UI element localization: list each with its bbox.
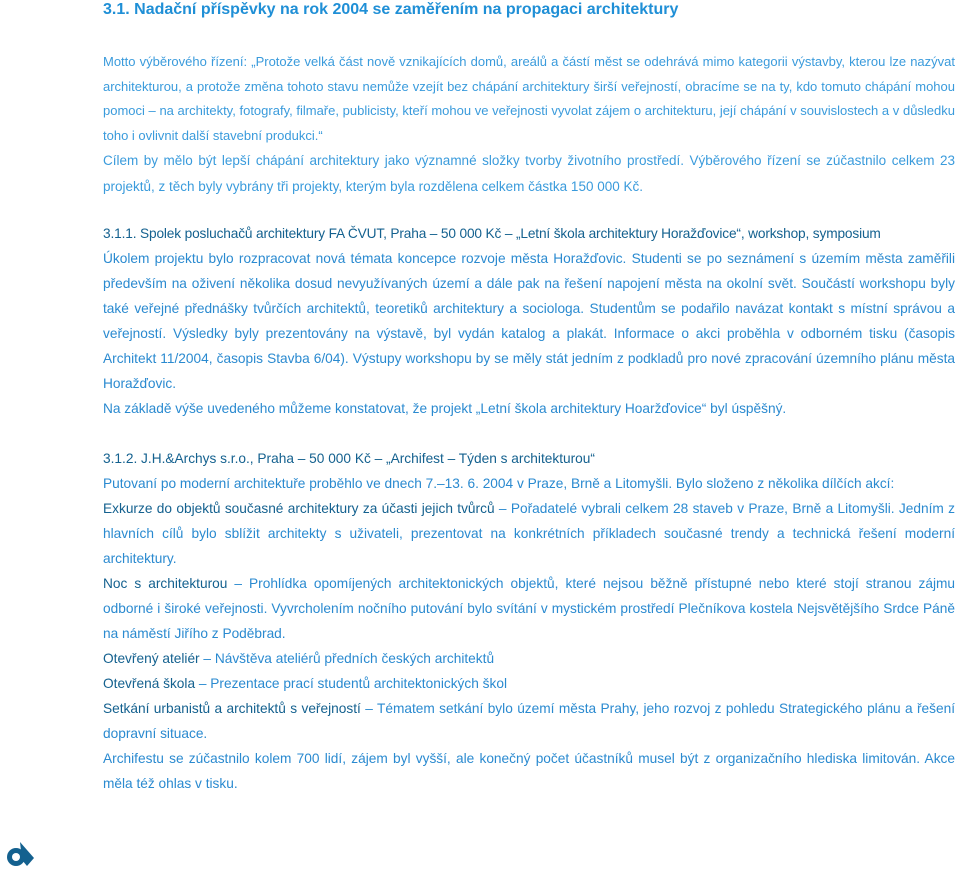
project-2-section xyxy=(103,446,955,796)
project-1-body: Úkolem projektu bylo rozpracovat nová témata koncepce rozvoje města Horažďovic. Studenti se po seznámení s územím města zaměřili především na oživení několika dosud nevyužívaných území a dále pak na řešení napojení města na okolní svět. Součástí workshopu byly také veřejné přednášky tvůrčích architektů, teoretiků architektury a sociologa. Studentům se podařilo navázat kontakt s místní správou a veřejností. Výsledky byly prezentovány na výstavě, byl vydán katalog a plakát. Informace o akci proběhla v odborném tisku (časopis Architekt 11/2004, časopis Stavba 6/04). Výstupy workshopu by se měly stát jedním z podkladů pro nové zpracování územního plánu města Horažďovic. xyxy=(103,251,955,391)
project-1-title: 3.1.1. Spolek posluchačů architektury FA ČVUT, Praha – 50 000 Kč – „Letní škola architektury Horažďovice“, workshop, symposium xyxy=(103,226,881,241)
project-1-conclusion: Na základě výše uvedeného můžeme konstatovat, že projekt „Letní škola architektury Hoaržďovice“ byl úspěšný. xyxy=(103,401,787,416)
project-2-item xyxy=(103,671,955,696)
project-2-title: 3.1.2. J.H.&Archys s.r.o., Praha – 50 000 Kč – „Archifest – Týden s architekturou“ xyxy=(103,451,595,466)
project-2-intro: Putovaní po moderní architektuře proběhlo ve dnech 7.–13. 6. 2004 v Praze, Brně a Litomyšli. Bylo složeno z několika dílčích akcí: xyxy=(103,476,895,491)
item-name: Otevřený ateliér xyxy=(103,651,200,666)
item-name: Exkurze do objektů současné architektury za účasti jejich tvůrců xyxy=(103,501,495,516)
item-text: – Prohlídka opomíjených architektonických objektů, které nejsou běžně přístupné nebo které stojí stranou zájmu odborné i široké veřejnosti. Vyvrcholením nočního putování bylo svítání v mystickém prostředí Plečníkova kostela Nejsvětějšího Srdce Páně na náměstí Jiřího z Poděbrad. xyxy=(103,576,955,641)
publisher-logo-icon xyxy=(4,836,38,870)
project-2-item xyxy=(103,496,955,571)
project-2-closing: Archifestu se zúčastnilo kolem 700 lidí, zájem byl vyšší, ale konečný počet účastníků musel být z organizačního hlediska limitován. Akce měla též ohlas v tisku. xyxy=(103,751,955,791)
section-heading: 3.1. Nadační příspěvky na rok 2004 se zaměřením na propagaci architektury xyxy=(103,1,679,18)
item-text: – Prezentace prací studentů architektonických škol xyxy=(195,676,507,691)
project-1-section xyxy=(103,221,955,421)
project-2-item xyxy=(103,696,955,746)
project-2-item xyxy=(103,571,955,646)
goal-paragraph: Cílem by mělo být lepší chápání architektury jako významné složky tvorby životního prostředí. Výběrového řízení se zúčastnilo celkem 23 projektů, z těch byly vybrány tři projekty, kterým byla rozdělena celkem částka 150 000 Kč. xyxy=(103,153,955,194)
item-text: – Pořadatelé vybrali celkem 28 staveb v Praze, Brně a Litomyšli. Jedním z hlavních cílů bylo sblížit architekty s uživateli, prezentovat na konkrétních příkladech současné trendy a technická řešení moderní architektury. xyxy=(103,501,955,566)
project-2-item xyxy=(103,646,955,671)
item-name: Otevřená škola xyxy=(103,676,196,691)
item-text: – Návštěva ateliérů předních českých architektů xyxy=(199,651,495,666)
motto-paragraph: Motto výběrového řízení: „Protože velká část nově vznikajících domů, areálů a částí měst se odehrává mimo kategorii výstavby, kterou lze nazývat architekturou, a protože změna tohoto stavu nemůže vzejít bez chápání architektury širší veřejností, obracíme se na ty, kdo tomuto chápání mohou pomoci – na architekty, fotografy, filmaře, publicisty, kteří mohou ve veřejnosti vyvolat zájem o architekturu, její chápání v souvislostech a v důsledku toho i ovlivnit další stavební produkci.“ xyxy=(103,54,955,143)
item-text: – Tématem setkání bylo území města Prahy, jeho rozvoj z pohledu Strategického plánu a řešení dopravní situace. xyxy=(103,701,955,741)
item-name: Setkání urbanistů a architektů s veřejností xyxy=(103,701,361,716)
item-name: Noc s architekturou xyxy=(103,576,228,591)
